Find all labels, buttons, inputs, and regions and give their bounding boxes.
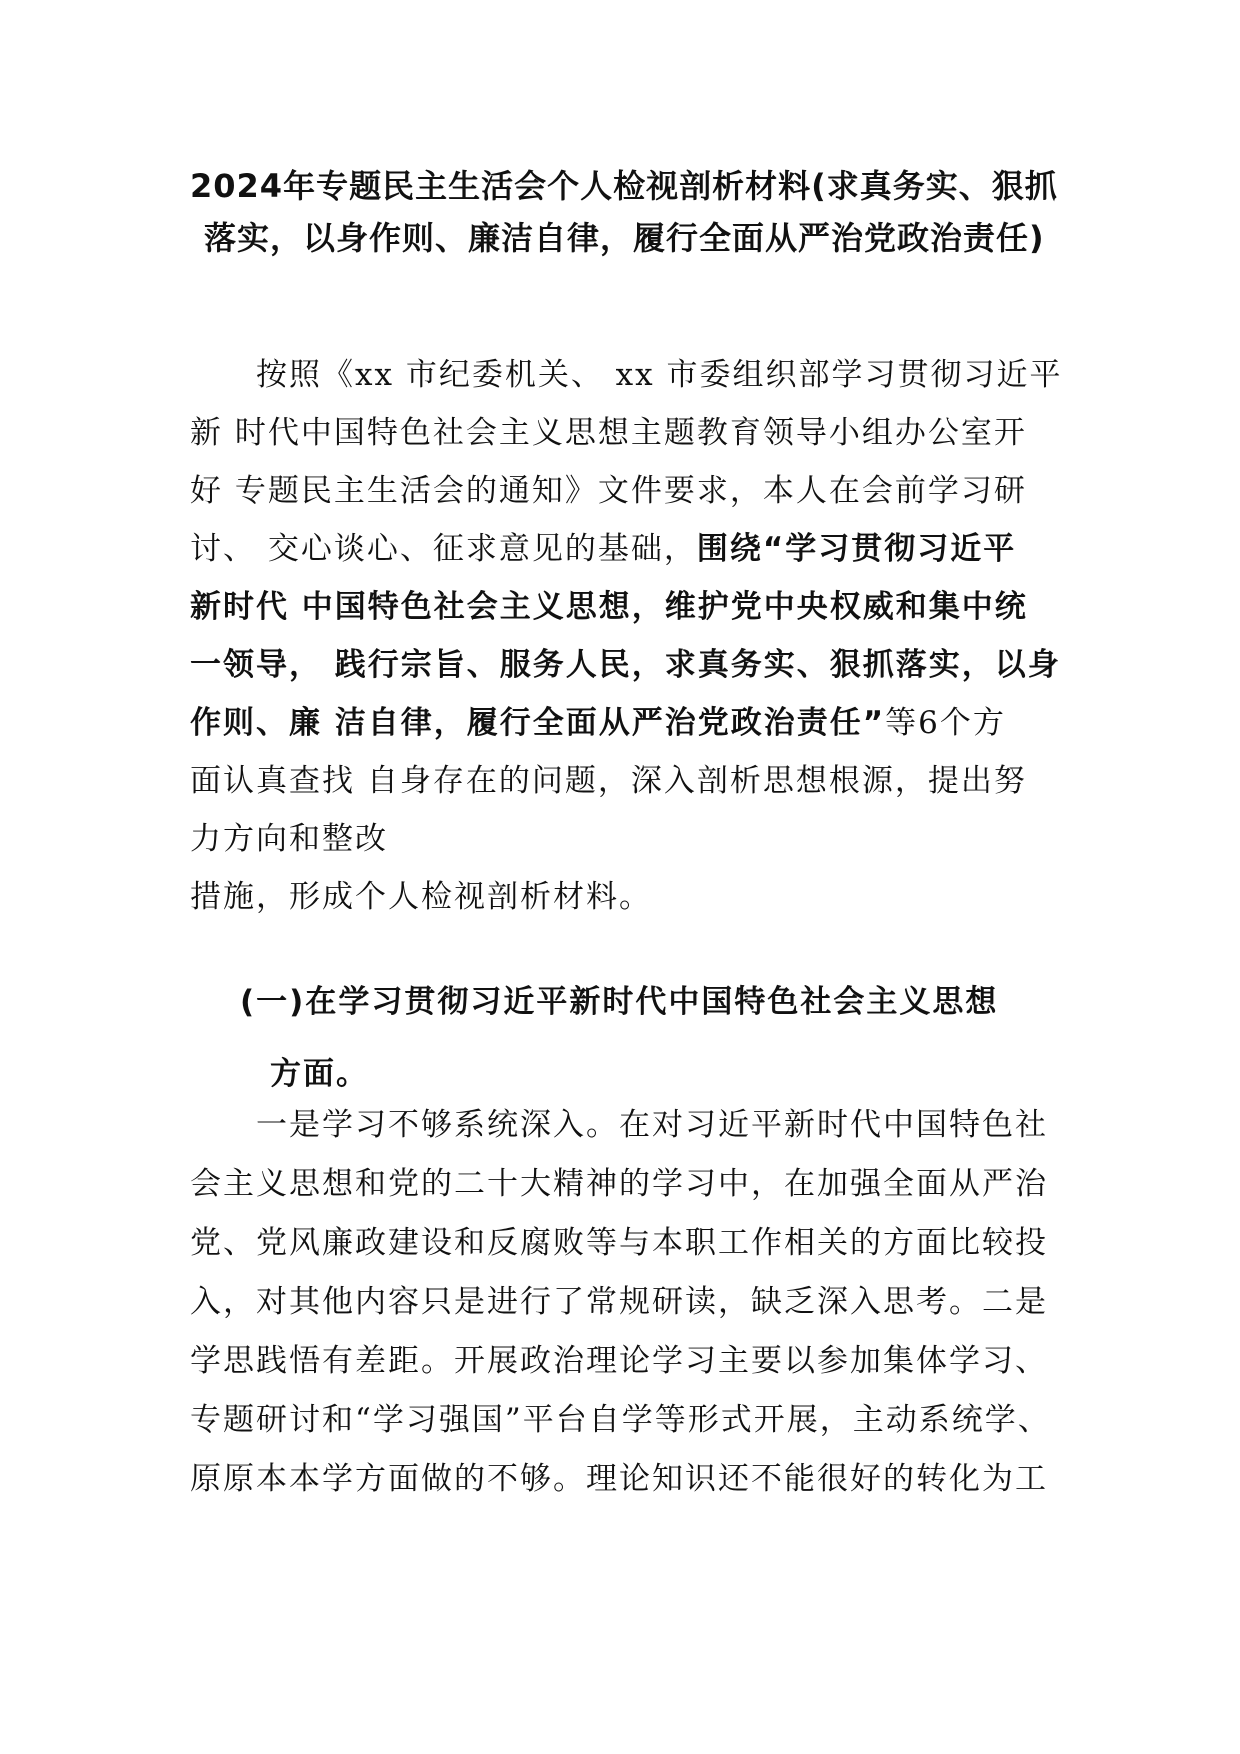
body-line: 会主义思想和党的二十大精神的学习中，在加强全面从严治 — [190, 1166, 1048, 1202]
body-line: 专题研讨和“学习强国”平台自学等形式开展，主动系统学、 — [190, 1402, 1051, 1438]
section-heading-line-2: 方面。 — [270, 1056, 369, 1092]
intro-line: 力方向和整改 — [190, 821, 388, 857]
intro-emphasis: 围绕“学习贯彻习近平 — [696, 531, 1017, 567]
section-heading — [240, 966, 1070, 1110]
section-body — [190, 1096, 1070, 1509]
intro-emphasis-line: 新时代 中国特色社会主义思想，维护党中央权威和集中统 — [190, 589, 1028, 625]
body-line: 原原本本学方面做的不够。理论知识还不能很好的转化为工 — [190, 1461, 1048, 1497]
intro-line: 按照《xx 市纪委机关、 xx 市委组织部学习贯彻习近平 — [256, 357, 1063, 393]
section-heading-line-1: (一)在学习贯彻习近平新时代中国特色社会主义思想 — [240, 984, 999, 1020]
title-line-2: 落实，以身作则、廉洁自律，履行全面从严治党政治责任) — [204, 219, 1045, 257]
intro-line: 面认真查找 自身存在的问题，深入剖析思想根源，提出努 — [190, 763, 1027, 799]
intro-emphasis: 作则、廉 洁自律，履行全面从严治党政治责任” — [190, 705, 886, 741]
intro-line — [190, 694, 1070, 752]
body-line: 党、党风廉政建设和反腐败等与本职工作相关的方面比较投 — [190, 1225, 1048, 1261]
body-line: 一是学习不够系统深入。在对习近平新时代中国特色社 — [256, 1107, 1048, 1143]
body-line: 入，对其他内容只是进行了常规研读，缺乏深入思考。二是 — [190, 1284, 1048, 1320]
intro-text: 等6个方 — [885, 705, 1006, 741]
intro-line — [190, 520, 1070, 578]
intro-line: 新 时代中国特色社会主义思想主题教育领导小组办公室开 — [190, 415, 1027, 451]
intro-paragraph — [190, 346, 1070, 926]
intro-text: 讨、 交心谈心、征求意见的基础， — [190, 531, 697, 567]
document-title — [190, 160, 1060, 264]
intro-line: 措施，形成个人检视剖析材料。 — [190, 879, 652, 915]
title-line-1: 2024年专题民主生活会个人检视剖析材料(求真务实、狠抓 — [190, 167, 1058, 205]
body-line: 学思践悟有差距。开展政治理论学习主要以参加集体学习、 — [190, 1343, 1048, 1379]
intro-emphasis-line: 一领导， 践行宗旨、服务人民，求真务实、狠抓落实，以身 — [190, 647, 1061, 683]
intro-line: 好 专题民主生活会的通知》文件要求，本人在会前学习研 — [190, 473, 1027, 509]
